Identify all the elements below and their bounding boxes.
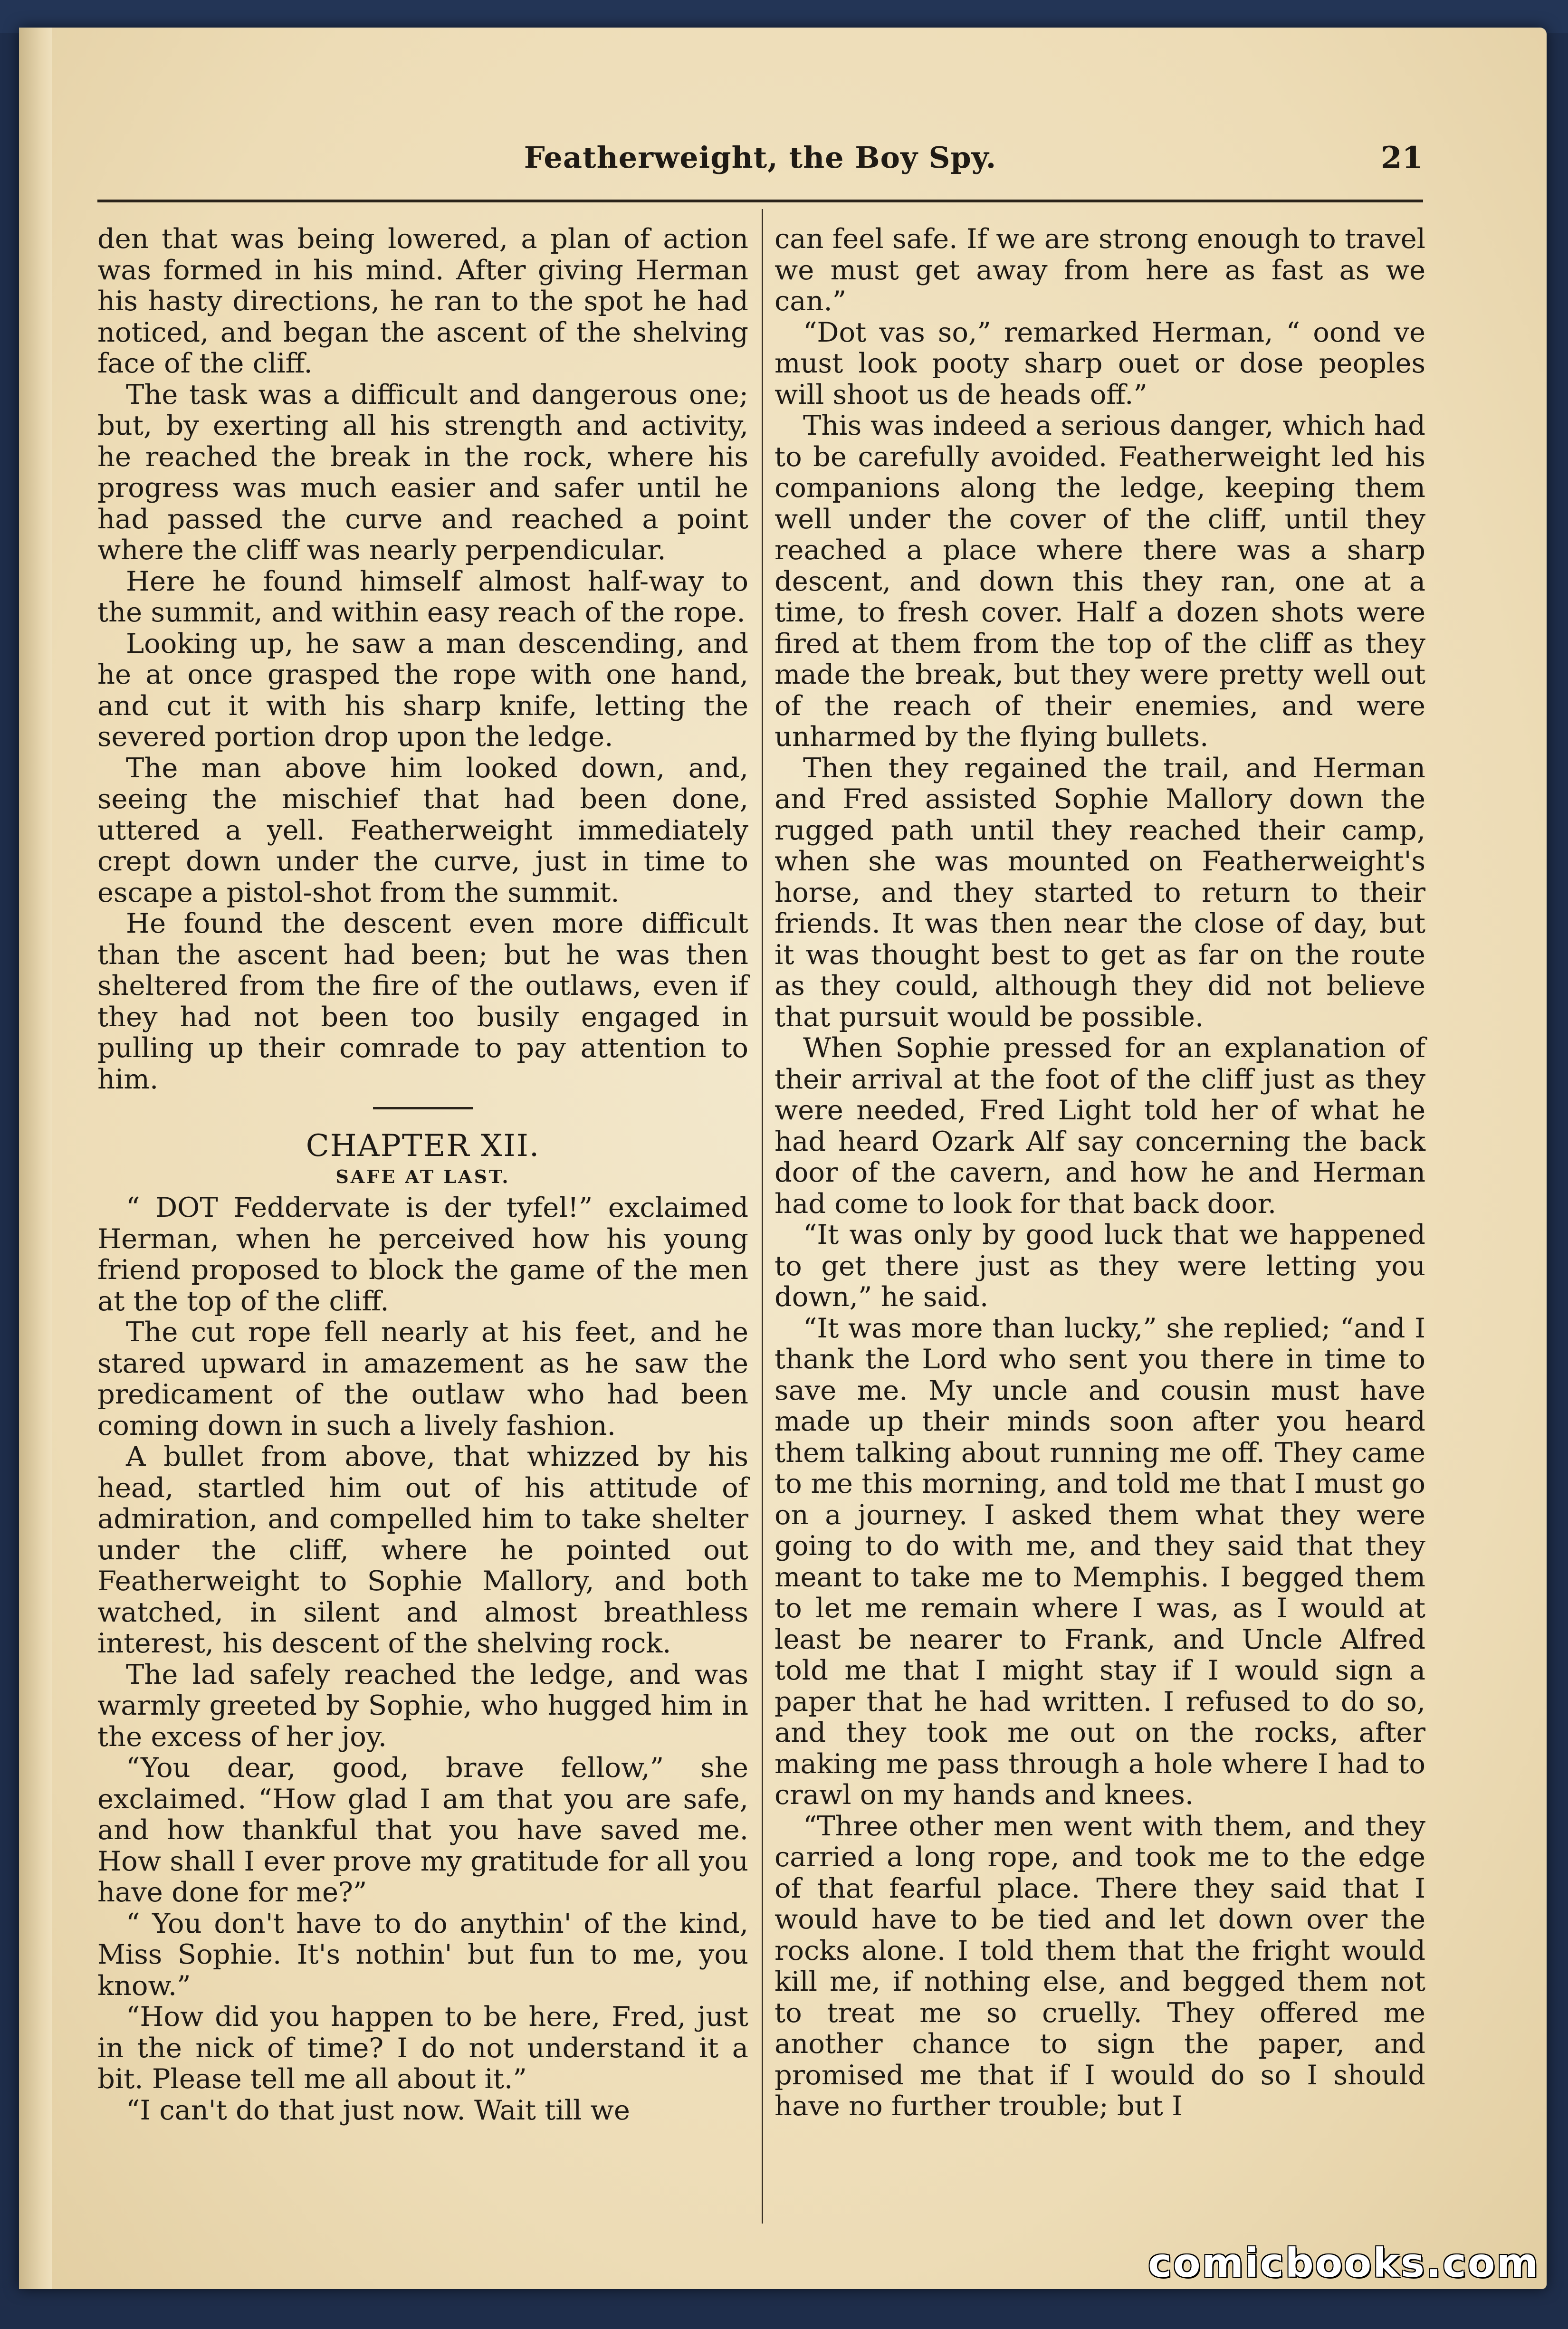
paragraph: den that was being lowered, a plan of action was formed in his mind. After giving Herman his hasty directions, he ran to the spot he had noticed, and began the ascent of the shelving face of the cliff. <box>97 223 748 379</box>
paragraph: Then they regained the trail, and Herman and Fred assisted Sophie Mallory down the rugged path until they reached their camp, when she was mounted on Featherweight's horse, and they started to return to their friends. It was then near the close of day, but it was thought best to get as far on the route as they could, although they did not believe that pursuit would be possible. <box>774 752 1425 1033</box>
site-watermark: comicbooks.com <box>1148 2240 1539 2286</box>
paragraph: The task was a difficult and dangerous one; but, by exerting all his strength and activity, he reached the break in the rock, where his progress was much easier and safer until he had passed the curve and reached a point where the cliff was nearly perpendicular. <box>97 378 748 566</box>
column-divider <box>762 209 763 2224</box>
left-column <box>97 223 748 2126</box>
paragraph: The lad safely reached the ledge, and was warmly greeted by Sophie, who hugged him in the excess of her joy. <box>97 1658 748 1753</box>
paragraph: “Three other men went with them, and they carried a long rope, and took me to the edge of that fearful place. There they said that I would have to be tied and let down over the rocks alone. I told them that the fright would kill me, if nothing else, and begged them not to treat me so cruelly. They offered me another chance to sign the paper, and promised me that if I would do so I should have no further trouble; but I <box>774 1810 1425 2122</box>
paragraph: Looking up, he saw a man descending, and he at once grasped the rope with one hand, and cut it with his sharp knife, letting the severed portion drop upon the ledge. <box>97 627 748 753</box>
chapter-subtitle: SAFE AT LAST. <box>335 1166 510 1187</box>
right-column <box>774 223 1425 2122</box>
paragraph: “It was only by good luck that we happened to get there just as they were letting you down,” he said. <box>774 1219 1425 1313</box>
paragraph: “I can't do that just now. Wait till we <box>126 2094 630 2126</box>
page-gutter <box>19 28 52 2289</box>
header-rule <box>97 200 1423 202</box>
paragraph: “ DOT Feddervate is der tyfel!” exclaimed Herman, when he perceived how his young friend proposed to block the game of the men at the top of the cliff. <box>97 1192 748 1317</box>
paragraph: The cut rope fell nearly at his feet, and he stared upward in amazement as he saw the predicament of the outlaw who had been coming down in such a lively fashion. <box>97 1316 748 1441</box>
paragraph: Here he found himself almost half-way to the summit, and within easy reach of the rope. <box>97 565 748 628</box>
paragraph: “How did you happen to be here, Fred, just in the nick of time? I do not understand it a bit. Please tell me all about it.” <box>97 2001 748 2095</box>
paragraph: The man above him looked down, and, seeing the mischief that had been done, uttered a yell. Featherweight immediately crept down under the curve, just in time to escape a pistol-shot from the summit. <box>97 752 748 908</box>
paragraph: can feel safe. If we are strong enough to travel we must get away from here as fast as we can.” <box>774 223 1425 317</box>
paragraph: “You dear, good, brave fellow,” she exclaimed. “How glad I am that you are safe, and how thankful that you have saved me. How shall I ever prove my gratitude for all you have done for me?” <box>97 1752 748 1908</box>
paragraph: He found the descent even more difficult than the ascent had been; but he was then sheltered from the fire of the outlaws, even if they had not been too busily engaged in pulling up their comrade to pay attention to him. <box>97 907 748 1095</box>
page-number: 21 <box>1380 140 1423 176</box>
paragraph: A bullet from above, that whizzed by his head, startled him out of his attitude of admiration, and compelled him to take shelter under the cliff, where he pointed out Featherweight to Sophie Mallory, and both watched, in silent and almost breathless interest, his descent of the shelving rock. <box>97 1441 748 1659</box>
paragraph: “It was more than lucky,” she replied; “and I thank the Lord who sent you there in time to save me. My uncle and cousin must have made up their minds soon after you heard them talking about running me off. They came to me this morning, and told me that I must go on a journey. I asked them what they were going to do with me, and they said that they meant to take me to Memphis. I begged them to let me remain where I was, as I would at least be nearer to Frank, and Uncle Alfred told me that I might stay if I would sign a paper that he had written. I refused to do so, and they took me out on the rocks, after making me pass through a hole where I had to crawl on my hands and knees. <box>774 1312 1425 1811</box>
paragraph: “ You don't have to do anythin' of the kind, Miss Sophie. It's nothin' but fun to me, you know.” <box>97 1907 748 2002</box>
chapter-title: CHAPTER XII. <box>306 1128 540 1164</box>
paragraph: “Dot vas so,” remarked Herman, “ oond ve must look pooty sharp ouet or dose peoples will shoot us de heads off.” <box>774 316 1425 410</box>
chapter-rule <box>373 1107 473 1109</box>
paragraph: When Sophie pressed for an explanation of their arrival at the foot of the cliff just as they were needed, Fred Light told her of what he had heard Ozark Alf say concerning the back door of the cavern, and how he and Herman had come to look for that back door. <box>774 1032 1425 1220</box>
page-header <box>97 140 1423 197</box>
running-title: Featherweight, the Boy Spy. <box>524 140 997 175</box>
paragraph: This was indeed a serious danger, which had to be carefully avoided. Featherweight led his companions along the ledge, keeping them well under the cover of the cliff, until they reached a place where there was a sharp descent, and down this they ran, one at a time, to fresh cover. Half a dozen shots were fired at them from the top of the cliff as they made the break, but they were pretty well out of the reach of their enemies, and were unharmed by the flying bullets. <box>774 410 1425 753</box>
